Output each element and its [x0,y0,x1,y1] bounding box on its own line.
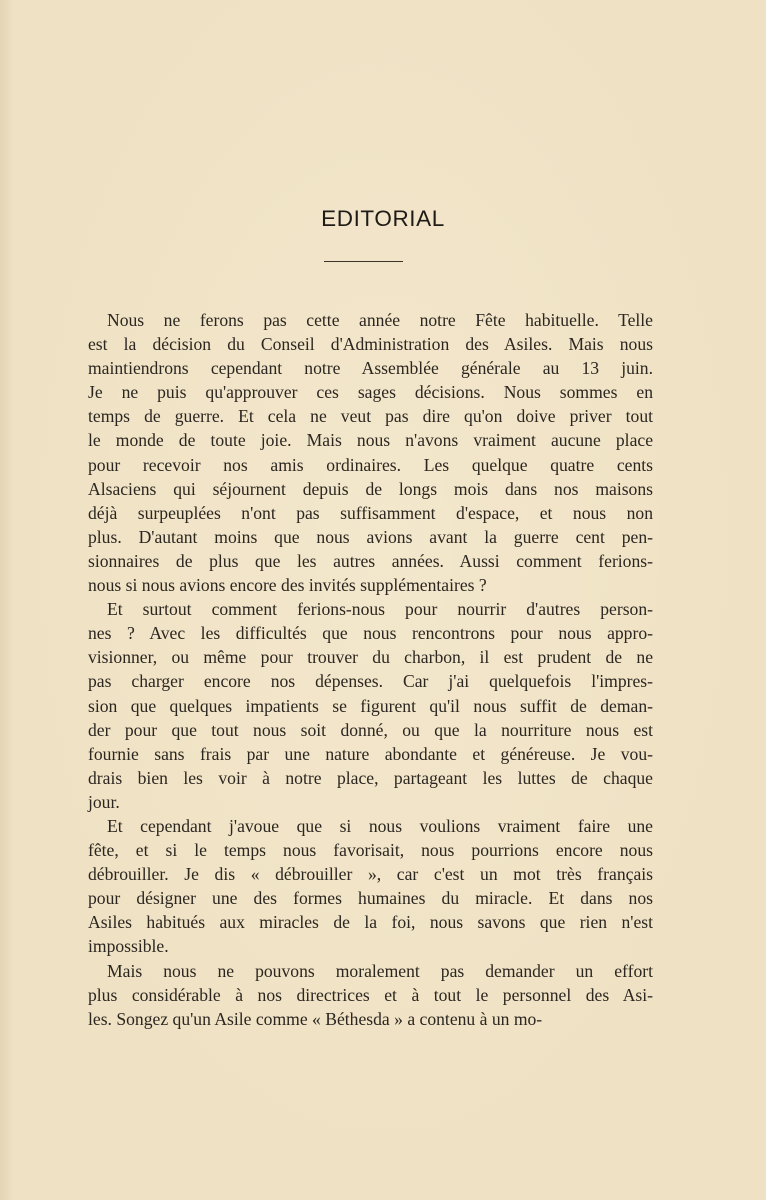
title-rule [324,261,403,262]
text-line: Je ne puis qu'approuver ces sages décisions. Nous sommes en [88,382,653,403]
text-line: pour recevoir nos amis ordinaires. Les quelque quatre cents [88,454,653,475]
text-line: nes ? Avec les difficultés que nous rencontrons pour nous appro- [88,623,653,644]
page-title: EDITORIAL [321,206,445,231]
text-line: drais bien les voir à notre place, partageant les luttes de chaque [88,767,653,788]
text-line: le monde de toute joie. Mais nous n'avons vraiment aucune place [88,430,653,451]
text-line: temps de guerre. Et cela ne veut pas dire qu'on doive priver tout [88,406,653,427]
paragraph [88,959,653,1031]
text-line: Asiles habitués aux miracles de la foi, nous savons que rien n'est [88,912,653,933]
text-line: nous si nous avions encore des invités supplémentaires ? [88,575,487,596]
text-line: jour. [88,791,120,812]
text-line: Mais nous ne pouvons moralement pas demander un effort [107,960,653,981]
text-line: déjà surpeuplées n'ont pas suffisamment d'espace, et nous non [88,502,653,523]
paragraph [88,597,653,814]
text-line: fête, et si le temps nous favorisait, nous pourrions encore nous [88,840,653,861]
text-line: pas charger encore nos dépenses. Car j'ai quelquefois l'impres- [88,671,653,692]
text-line: débrouiller. Je dis « débrouiller », car c'est un mot très français [88,864,653,885]
text-line: fournie sans frais par une nature abondante et généreuse. Je vou- [88,743,653,764]
text-line: Et cependant j'avoue que si nous voulions vraiment faire une [107,815,653,836]
text-line: Et surtout comment ferions-nous pour nourrir d'autres person- [107,599,653,620]
paragraph [88,814,653,959]
text-line: pour désigner une des formes humaines du miracle. Et dans nos [88,888,653,909]
text-line: Alsaciens qui séjournent depuis de longs mois dans nos maisons [88,478,653,499]
text-line: est la décision du Conseil d'Administration des Asiles. Mais nous [88,334,653,355]
text-line: les. Songez qu'un Asile comme « Béthesda » a contenu à un mo- [88,1008,543,1029]
text-line: impossible. [88,936,169,957]
text-line: visionner, ou même pour trouver du charbon, il est prudent de ne [88,647,653,668]
text-line: plus considérable à nos directrices et à tout le personnel des Asi- [88,984,653,1005]
paragraph [88,308,653,597]
text-line: plus. D'autant moins que nous avions avant la guerre cent pen- [88,526,653,547]
editorial-body [88,308,653,1031]
text-line: sionnaires de plus que les autres années. Aussi comment ferions- [88,550,653,571]
text-line: maintiendrons cependant notre Assemblée générale au 13 juin. [88,358,653,379]
text-line: Nous ne ferons pas cette année notre Fête habituelle. Telle [107,310,653,330]
text-line: sion que quelques impatients se figurent qu'il nous suffit de deman- [88,695,653,716]
text-line: der pour que tout nous soit donné, ou que la nourriture nous est [88,719,653,740]
